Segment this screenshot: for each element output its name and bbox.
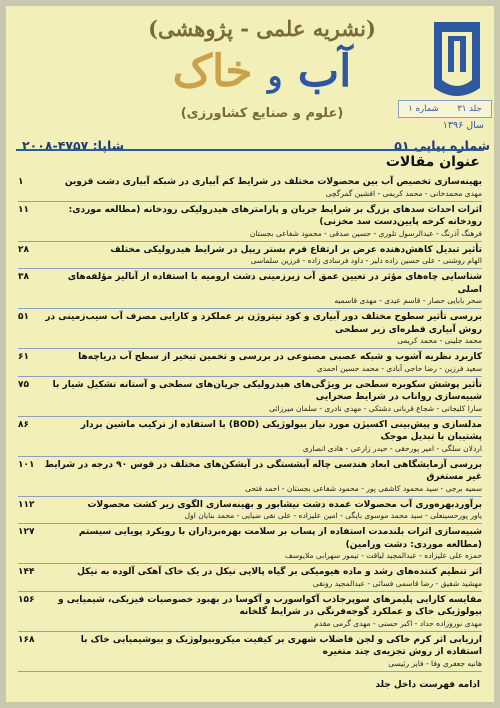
article-page: ۱۱۲ — [18, 499, 35, 510]
article-page: ۱۴۴ — [18, 567, 35, 577]
article-authors: مهشید شفیق - رضا قاسمی فسائی - عبدالمجید رونقی — [312, 578, 482, 588]
article-entry — [18, 349, 482, 377]
article-title-row — [18, 271, 482, 296]
article-page: ۲۸ — [18, 244, 29, 255]
article-title: بررسی آزمایشگاهی ابعاد هندسی چاله آبشستگی در آبشکن‌های مختلف در قوس ۹۰ درجه در شرایط غیر مستغرق — [44, 459, 482, 482]
title-word-soil: خاک — [172, 46, 253, 97]
article-title-row — [18, 244, 482, 257]
article-page: ۱۰۱ — [18, 459, 35, 470]
article-entry — [18, 564, 482, 592]
article-authors: مهدی نوروزاده حداد - اکبر حسنی - مهدی گرمی مقدم — [314, 618, 482, 628]
continued-note: ادامه فهرست داخل جلد — [375, 680, 480, 690]
article-authors: یاور پورحسینعلی - سید محمد موسوی بایگی - امین علیزاده - علی نقی ضیایی - محمد بنایان اول — [184, 511, 482, 520]
article-page: ۱ — [18, 177, 24, 187]
article-authors: فرهنگ آذرنگ - عبدالرسول تلوری - حسین صدقی - محمود شفاعی بجستان — [249, 228, 482, 238]
article-title: شناسایی چاه‌های مؤثر در تعیین عمق آب زیرزمینی دشت ارومیه با استفاده از آنالیز مؤلفه‌های اصلی — [67, 272, 482, 295]
year-label: سال ۱۳۹۶ — [442, 120, 484, 131]
article-title: شبیه‌سازی اثرات بلندمدت استفاده از پساب بر سلامت بهره‌برداران با رویکرد پویایی سیستم (مطالعه موردی: دشت ورامین) — [78, 527, 482, 550]
article-authors: محمد جلینی - محمد کریمی — [397, 336, 482, 345]
article-title: اثر تنظیم کننده‌های رشد و ماده هیومیکی بر گیاه پالایی نیکل در یک خاک آهکی آلوده به نیکل — [77, 567, 482, 577]
article-page: ۳۸ — [18, 272, 29, 282]
article-entry — [18, 632, 482, 672]
article-entry — [18, 524, 482, 564]
article-entry — [18, 309, 482, 349]
article-title-row — [18, 311, 482, 336]
article-title-row — [18, 459, 482, 484]
article-title: کاربرد نظریه آشوب و شبکه عصبی مصنوعی در بررسی و تخمین تبخیر از سطح آب دریاچه‌ها — [78, 352, 482, 362]
article-title: تأثیر پوشش سکوبره سطحی بر ویژگی‌های هیدرولیکی جریان‌های سطحی و آستانه تشکیل شیار با شبیه‌سازی رواناب در شرایط صحرایی — [52, 379, 482, 402]
article-page: ۶۱ — [18, 352, 29, 362]
article-entry — [18, 174, 482, 202]
volume-info — [398, 100, 492, 118]
header-divider — [16, 149, 484, 151]
title-conjunction: و — [267, 59, 283, 94]
article-authors: سحر بابایی حصار - قاسم عیدی - مهدی قاسمیه — [334, 296, 482, 305]
article-page: ۱۱ — [18, 204, 29, 215]
article-list — [18, 174, 482, 672]
article-title-row — [18, 351, 482, 364]
university-logo-icon — [428, 18, 486, 104]
article-title: مدلسازی و پیش‌بینی اکسیژن مورد نیاز بیولوژیکی (BOD) با استفاده از ترکیب ماشین بردار پشتیبان با تبدیل موجک — [80, 419, 482, 442]
article-entry — [18, 269, 482, 309]
article-authors: سعید فرزین - رضا حاجی آبادی - محمد حسین احمدی — [316, 363, 482, 373]
article-title-row — [18, 499, 482, 512]
article-page: ۵۱ — [18, 312, 29, 322]
article-title: برآوردبهره‌وری آب محصولات عمده دشت نیشابور و بهینه‌سازی الگوی زیر کشت محصولات — [87, 499, 482, 510]
article-entry — [18, 497, 482, 525]
serial-issue: شماره پیاپی ۵۱ — [394, 137, 490, 153]
volume-label: جلد ۳۱ — [457, 104, 482, 114]
article-title-row — [18, 526, 482, 551]
article-title: بهینه‌سازی تخصیص آب بین محصولات مختلف در شرایط کم آبیاری در شبکه آبیاری دشت قزوین — [64, 177, 482, 187]
article-title: مقایسه کارایی پلیمرهای سوپرجاذب آکواسورب و آکوسا در بهبود خصوصیات فیزیکی، شیمیایی و بیولوژیکی خاک و عملکرد گوجه‌فرنگی در شرایط گلخانه — [57, 594, 482, 617]
journal-tagline: (علوم و صنایع کشاورزی) — [180, 106, 344, 121]
article-entry — [18, 457, 482, 497]
article-page: ۱۶۸ — [18, 634, 35, 645]
article-title-row — [18, 634, 482, 659]
article-title: بررسی تأثیر سطوح مختلف دور آبیاری و کود نیتروژن بر عملکرد و کارایی مصرف آب سیب‌زمینی در روش آبیاری قطره‌ای زیر سطحی — [45, 312, 482, 335]
article-entry — [18, 202, 482, 242]
article-title-row — [18, 379, 482, 404]
article-title: اثرات احداث سدهای بزرگ بر شرایط جریان و پارامترهای هیدرولیکی رودخانه (مطالعه موردی: رودخانه کرخه پایین‌دست سد مخزنی) — [68, 204, 482, 227]
article-entry — [18, 377, 482, 417]
journal-subtitle: (نشریه علمی - پژوهشی) — [148, 16, 376, 41]
article-entry — [18, 242, 482, 270]
article-title-row — [18, 204, 482, 229]
issue-row — [22, 136, 490, 154]
cover-header — [12, 12, 500, 152]
article-authors: الهام روشنی - علی حسین زاده دلیر - داود فرسادی زاده - فرزین سلماسی — [250, 256, 482, 265]
article-page: ۸۶ — [18, 419, 29, 430]
article-entry — [18, 417, 482, 457]
article-authors: اردلان سلگی - امیر پورحقی - حیدر زارعی - هادی انصاری — [302, 443, 482, 453]
article-page: ۷۵ — [18, 379, 29, 390]
article-page: ۱۲۷ — [18, 527, 35, 537]
article-entry — [18, 592, 482, 632]
article-title: تأثیر تبدیل کاهش‌دهنده عرض بر ارتفاع فرم بستر ریپل در شرایط هیدرولیکی مختلف — [110, 244, 482, 255]
article-authors: سارا کلیجانی - شجاع قربانی دشتکی - مهدی نادری - سلمان میرزائی — [269, 403, 482, 413]
article-authors: هانیه جعفری وفا - فایز رئیسی — [388, 658, 482, 668]
article-authors: سمیه برجی - سید محمود کاشفی پور - محمود شفاعی بجستان - احمد فتحی — [245, 483, 482, 493]
number-label: شماره ۱ — [408, 104, 439, 114]
article-title-row — [18, 419, 482, 444]
issn: شاپا: ۴۷۵۷-۲۰۰۸ — [22, 137, 124, 153]
article-authors: حمزه علی علیزاده - عبدالمجید لیاقت - تیمور سهرابی ملایوسف — [284, 551, 482, 560]
article-authors: مهدی محمدخانی - محمد کریمی - افشین گمرگچی — [325, 188, 482, 198]
article-title-row — [18, 176, 482, 189]
article-page: ۱۵۶ — [18, 594, 35, 605]
contents-heading: عنوان مقالات — [385, 154, 480, 170]
article-title: ارزیابی اثر کرم خاکی و لجن فاضلاب شهری بر کیفیت میکروبیولوژیک و بیوشیمیایی خاک با استفاده از روش تجزیه‌ی چند متغیره — [80, 634, 482, 657]
article-title-row — [18, 594, 482, 619]
title-word-water: آب — [297, 46, 352, 97]
journal-title — [132, 48, 392, 101]
article-title-row — [18, 566, 482, 579]
